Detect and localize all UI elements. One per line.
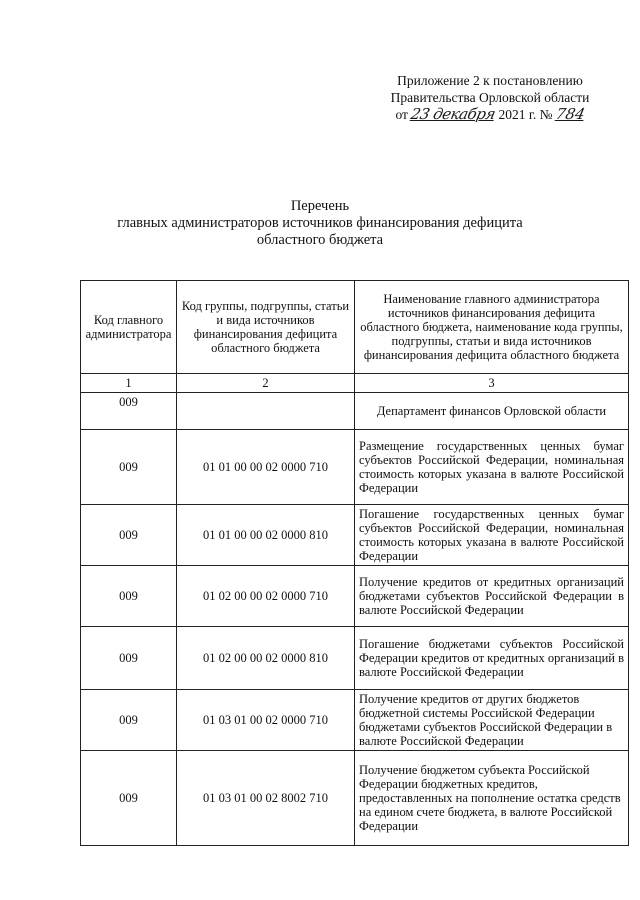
source-code-cell: 01 02 00 00 02 0000 810 [177,627,355,690]
name-cell: Департамент финансов Орловской области [355,393,629,430]
source-code-cell: 01 02 00 00 02 0000 710 [177,566,355,627]
document-title [70,198,570,249]
table-row [81,505,629,566]
admin-code-cell: 009 [81,627,177,690]
table-row [81,627,629,690]
name-cell: Получение кредитов от других бюджетов бюджетной системы Российской Федерации бюджетами субъектов Российской Федерации в валюте Российской Федерации [355,690,629,751]
source-code-cell [177,393,355,430]
source-code-cell: 01 01 00 00 02 0000 710 [177,430,355,505]
column-number-3: 3 [355,374,629,393]
header-name: Наименование главного администратора источников финансирования дефицита областного бюджета, наименование кода группы, подгруппы, статьи и вида источников финансирования дефицита областного бюджета [355,281,629,374]
title-line-2: главных администраторов источников финансирования дефицита [117,215,523,231]
handwritten-date: 23 декабря [409,105,498,123]
appendix-line-3 [360,106,620,126]
column-number-row [81,374,629,393]
appendix-prefix: от [395,107,408,122]
title-line-3: областного бюджета [256,232,384,248]
table-row [81,690,629,751]
appendix-year: 2021 г. № [498,107,553,122]
appendix-line-1: Приложение 2 к постановлению [397,73,583,88]
source-code-cell: 01 03 01 00 02 0000 710 [177,690,355,751]
admin-code-cell: 009 [81,430,177,505]
source-code-cell: 01 01 00 00 02 0000 810 [177,505,355,566]
header-admin-code: Код главного администратора [81,281,177,374]
admin-code-cell: 009 [81,505,177,566]
table-row [81,566,629,627]
name-cell: Получение кредитов от кредитных организаций бюджетами субъектов Российской Федерации в валюте Российской Федерации [355,566,629,627]
appendix-line-2: Правительства Орловской области [390,90,590,105]
handwritten-number: 784 [554,105,587,123]
header-source-code: Код группы, подгруппы, статьи и вида источников финансирования дефицита областного бюджета [177,281,355,374]
column-number-2: 2 [177,374,355,393]
name-cell: Погашение бюджетами субъектов Российской Федерации кредитов от кредитных организаций в валюте Российской Федерации [355,627,629,690]
sources-table [80,280,629,846]
appendix-header [360,72,620,126]
admin-code-cell: 009 [81,393,177,430]
name-cell: Получение бюджетом субъекта Российской Федерации бюджетных кредитов, предоставленных на пополнение остатка средств на едином счете бюджета, в валюте Российской Федерации [355,751,629,846]
admin-code-cell: 009 [81,566,177,627]
name-cell: Размещение государственных ценных бумаг субъектов Российской Федерации, номинальная стоимость которых указана в валюте Российской Федерации [355,430,629,505]
column-number-1: 1 [81,374,177,393]
table-row [81,393,629,430]
table-header-row [81,281,629,374]
table-row [81,751,629,846]
table-row [81,430,629,505]
name-cell: Погашение государственных ценных бумаг субъектов Российской Федерации, номинальная стоимость которых указана в валюте Российской Федерации [355,505,629,566]
admin-code-cell: 009 [81,690,177,751]
title-line-1: Перечень [290,198,350,214]
admin-code-cell: 009 [81,751,177,846]
source-code-cell: 01 03 01 00 02 8002 710 [177,751,355,846]
